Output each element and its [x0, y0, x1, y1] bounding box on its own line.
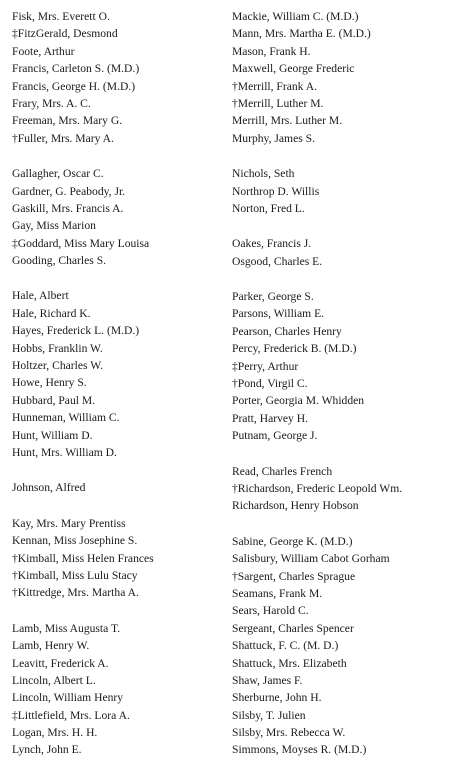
- list-item: Hobbs, Franklin W.: [12, 341, 103, 355]
- group-k: [12, 515, 232, 602]
- list-item: Frary, Mrs. A. C.: [12, 96, 91, 110]
- group-l: [12, 620, 232, 759]
- list-item: Porter, Georgia M. Whidden: [232, 394, 365, 408]
- list-item: †Fuller, Mrs. Mary A.: [12, 131, 114, 145]
- list-item: Silsby, Mrs. Rebecca W.: [232, 726, 346, 740]
- list-item: †Richardson, Frederic Leopold Wm.: [232, 481, 403, 495]
- list-item: Hayes, Frederick L. (M.D.): [12, 324, 140, 338]
- list-item: †Sargent, Charles Sprague: [232, 569, 356, 583]
- list-item: Gardner, G. Peabody, Jr.: [12, 184, 126, 198]
- list-item: Oakes, Francis J.: [232, 237, 312, 251]
- list-item: Hunneman, William C.: [12, 411, 120, 425]
- list-item: Freeman, Mrs. Mary G.: [12, 114, 123, 128]
- list-item: Maxwell, George Frederic: [232, 62, 355, 76]
- list-item: Johnson, Alfred: [12, 481, 86, 495]
- list-item: Northrop D. Willis: [232, 184, 320, 198]
- list-item: Lamb, Miss Augusta T.: [12, 621, 121, 635]
- list-item: Hunt, William D.: [12, 428, 93, 442]
- list-item: Gay, Miss Marion: [12, 219, 96, 233]
- right-column: [232, 8, 452, 759]
- group-o: [232, 235, 452, 270]
- list-item: Putnam, George J.: [232, 429, 318, 443]
- group-m: [232, 8, 452, 147]
- list-item: Kay, Mrs. Mary Prentiss: [12, 516, 126, 530]
- list-item: Sherburne, John H.: [232, 691, 322, 705]
- list-item: ‡FitzGerald, Desmond: [12, 27, 118, 41]
- list-item: Lincoln, William Henry: [12, 691, 124, 705]
- group-p: [232, 288, 452, 445]
- list-item: Lamb, Henry W.: [12, 639, 90, 653]
- list-item: Seamans, Frank M.: [232, 586, 323, 600]
- list-item: Sears, Harold C.: [232, 604, 309, 618]
- list-item: Sergeant, Charles Spencer: [232, 621, 354, 635]
- list-item: Leavitt, Frederick A.: [12, 656, 109, 670]
- list-item: †Pond, Virgil C.: [232, 377, 308, 391]
- list-item: Hunt, Mrs. William D.: [12, 445, 117, 459]
- list-item: Nichols, Seth: [232, 167, 295, 181]
- list-item: Murphy, James S.: [232, 131, 315, 145]
- list-item: Norton, Fred L.: [232, 201, 305, 215]
- list-item: Gallagher, Oscar C.: [12, 167, 104, 181]
- list-item: Parker, George S.: [232, 290, 314, 304]
- list-item: Shattuck, F. C. (M. D.): [232, 639, 339, 653]
- list-item: Parsons, William E.: [232, 307, 325, 321]
- list-item: ‡Littlefield, Mrs. Lora A.: [12, 708, 130, 722]
- list-item: Francis, Carleton S. (M.D.): [12, 62, 140, 76]
- list-item: Read, Charles French: [232, 464, 333, 478]
- group-h: [12, 287, 232, 461]
- list-item: Percy, Frederick B. (M.D.): [232, 342, 357, 356]
- list-item: †Merrill, Frank A.: [232, 79, 318, 93]
- group-s: [232, 533, 452, 759]
- group-n: [232, 165, 452, 217]
- list-item: Mackie, William C. (M.D.): [232, 10, 359, 23]
- list-item: Salisbury, William Cabot Gorham: [232, 552, 390, 566]
- list-item: Hale, Albert: [12, 289, 69, 303]
- list-item: Simmons, Moyses R. (M.D.): [232, 743, 367, 757]
- list-item: Hubbard, Paul M.: [12, 393, 96, 407]
- list-item: Francis, George H. (M.D.): [12, 79, 136, 93]
- list-item: Silsby, T. Julien: [232, 708, 306, 722]
- list-item: Lynch, John E.: [12, 743, 82, 757]
- list-item: Howe, Henry S.: [12, 376, 87, 390]
- list-item: Foote, Arthur: [12, 44, 75, 58]
- list-item: †Kittredge, Mrs. Martha A.: [12, 586, 139, 600]
- list-item: Shattuck, Mrs. Elizabeth: [232, 656, 347, 670]
- list-item: Mann, Mrs. Martha E. (M.D.): [232, 27, 371, 41]
- list-item: Lincoln, Albert L.: [12, 673, 96, 687]
- list-item: †Kimball, Miss Lulu Stacy: [12, 568, 138, 582]
- list-item: Shaw, James F.: [232, 673, 303, 687]
- group-g: [12, 165, 232, 269]
- group-r: [232, 463, 452, 515]
- list-item: ‡Goddard, Miss Mary Louisa: [12, 236, 150, 250]
- list-item: Gaskill, Mrs. Francis A.: [12, 201, 124, 215]
- list-item: Merrill, Mrs. Luther M.: [232, 114, 343, 128]
- list-item: Osgood, Charles E.: [232, 254, 323, 268]
- list-item: †Merrill, Luther M.: [232, 96, 324, 110]
- list-item: Sabine, George K. (M.D.): [232, 534, 353, 548]
- list-item: Mason, Frank H.: [232, 44, 311, 58]
- list-item: ‡Perry, Arthur: [232, 359, 299, 373]
- list-item: Pratt, Harvey H.: [232, 411, 308, 425]
- list-item: Richardson, Henry Hobson: [232, 499, 359, 513]
- list-item: Holtzer, Charles W.: [12, 359, 103, 373]
- list-item: Gooding, Charles S.: [12, 254, 107, 268]
- list-item: Logan, Mrs. H. H.: [12, 726, 98, 740]
- list-item: †Kimball, Miss Helen Frances: [12, 551, 154, 565]
- left-column: [12, 8, 232, 759]
- list-item: Hale, Richard K.: [12, 306, 91, 320]
- group-f: [12, 8, 232, 147]
- list-item: Fisk, Mrs. Everett O.: [12, 10, 110, 23]
- list-item: Kennan, Miss Josephine S.: [12, 534, 138, 548]
- group-j: [12, 479, 232, 496]
- list-item: Pearson, Charles Henry: [232, 324, 342, 338]
